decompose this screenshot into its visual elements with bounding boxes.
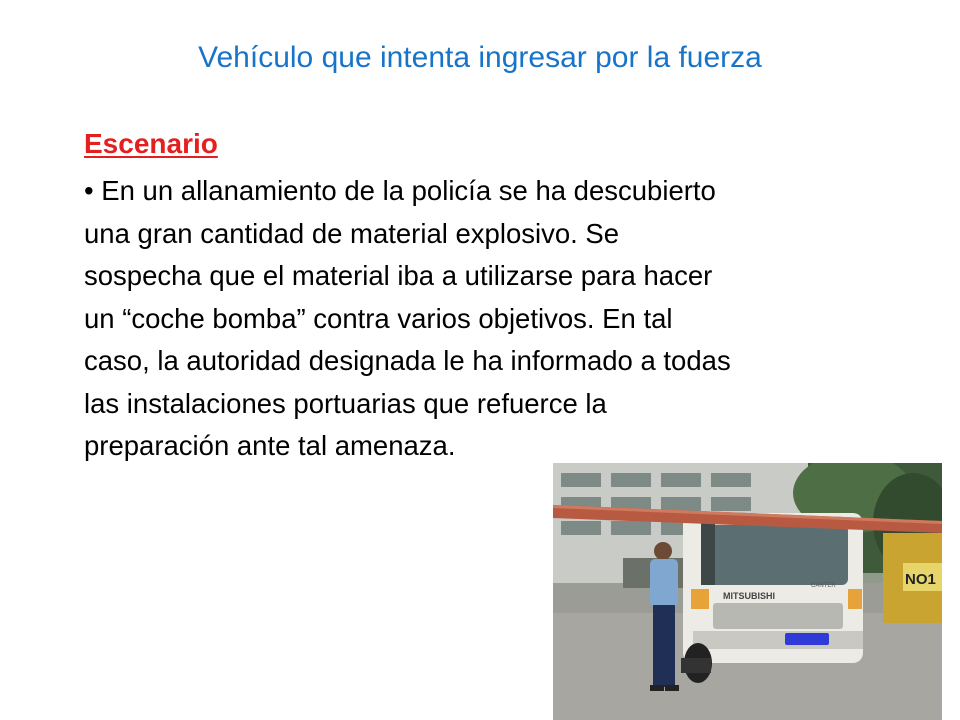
truck-bumper [693, 631, 863, 649]
slide-title: Vehículo que intenta ingresar por la fuerza [198, 41, 762, 74]
section-heading: Escenario [84, 128, 218, 159]
truck-grille [713, 603, 843, 629]
paragraph-line: caso, la autoridad designada le ha informado a todas [84, 345, 731, 376]
sign-text: NO1 [905, 571, 936, 588]
paragraph-line: las instalaciones portuarias que refuerce la [84, 387, 607, 419]
truck-at-barrier-photo [553, 463, 942, 720]
guard-head [654, 542, 672, 560]
guard-shirt [650, 559, 678, 607]
truck-model: CANTER [811, 583, 836, 589]
scenario-paragraph [84, 170, 914, 468]
paragraph-line: una gran cantidad de material explosivo. Se [84, 217, 620, 249]
truck-brand: MITSUBISHI [723, 591, 776, 601]
guard-trousers [653, 605, 675, 687]
truck-windshield [703, 525, 848, 585]
paragraph-line: preparación ante tal amenaza. [84, 430, 456, 461]
paragraph-line: • En un allanamiento de la policía se ha descubierto [84, 175, 716, 206]
paragraph-line: un “coche bomba” contra varios objetivos. En tal [84, 302, 673, 334]
license-plate [785, 633, 829, 645]
paragraph-line: sospecha que el material iba a utilizarse para hacer [84, 260, 713, 291]
